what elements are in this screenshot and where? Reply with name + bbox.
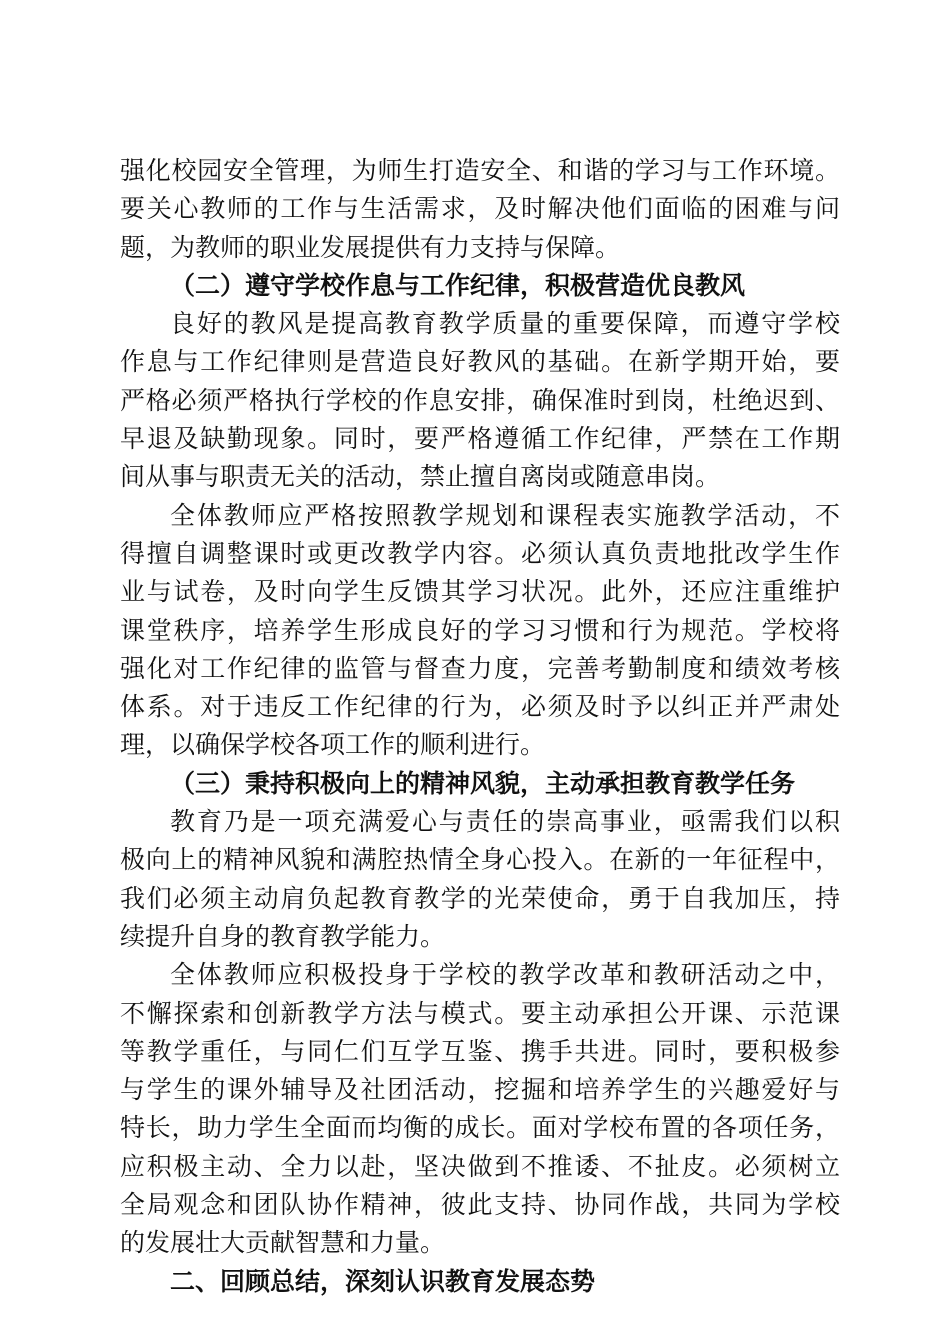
text-line: 作息与工作纪律则是营造良好教风的基础。在新学期开始，要 — [120, 347, 840, 377]
text-line: 特长，助力学生全面而均衡的成长。面对学校布置的各项任务， — [120, 1113, 840, 1143]
text-line: 题，为教师的职业发展提供有力支持与保障。 — [120, 232, 621, 262]
text-line: 全局观念和团队协作精神，彼此支持、协同作战，共同为学校 — [120, 1190, 840, 1220]
paragraph — [120, 803, 840, 956]
paragraph — [120, 956, 840, 1262]
text-line: 续提升自身的教育教学能力。 — [120, 921, 446, 951]
section-subheading — [120, 267, 840, 305]
text-line: 体系。对于违反工作纪律的行为，必须及时予以纠正并严肃处 — [120, 692, 840, 722]
text-line: 严格必须严格执行学校的作息安排，确保准时到岗，杜绝迟到、 — [120, 385, 840, 415]
text-line: 我们必须主动肩负起教育教学的光荣使命，勇于自我加压，持 — [120, 883, 840, 913]
text-line: （三）秉持积极向上的精神风貌，主动承担教育教学任务 — [170, 768, 796, 798]
paragraph — [120, 305, 840, 496]
text-line: 理，以确保学校各项工作的顺利进行。 — [120, 730, 546, 760]
text-line: 全体教师应积极投身于学校的教学改革和教研活动之中， — [170, 960, 840, 990]
text-line: 早退及缺勤现象。同时，要严格遵循工作纪律，严禁在工作期 — [120, 424, 840, 454]
text-line: 的发展壮大贡献智慧和力量。 — [120, 1228, 446, 1258]
text-line: 教育乃是一项充满爱心与责任的崇高事业，亟需我们以积 — [170, 807, 840, 837]
text-line: 良好的教风是提高教育教学质量的重要保障，而遵守学校 — [170, 309, 840, 339]
text-line: 业与试卷，及时向学生反馈其学习状况。此外，还应注重维护 — [120, 577, 840, 607]
text-line: 二、回顾总结，深刻认识教育发展态势 — [170, 1266, 596, 1296]
section-heading — [120, 1263, 840, 1301]
section-subheading — [120, 765, 840, 803]
text-line: 得擅自调整课时或更改教学内容。必须认真负责地批改学生作 — [120, 538, 840, 568]
text-line: 与学生的课外辅导及社团活动，挖掘和培养学生的兴趣爱好与 — [120, 1075, 840, 1105]
text-line: 不懈探索和创新教学方法与模式。要主动承担公开课、示范课 — [120, 998, 840, 1028]
text-line: 应积极主动、全力以赴，坚决做到不推诿、不扯皮。必须树立 — [120, 1151, 840, 1181]
document-body — [120, 152, 840, 1301]
text-line: 要关心教师的工作与生活需求，及时解决他们面临的困难与问 — [120, 194, 840, 224]
paragraph — [120, 152, 840, 267]
text-line: 全体教师应严格按照教学规划和课程表实施教学活动，不 — [170, 500, 840, 530]
text-line: 课堂秩序，培养学生形成良好的学习习惯和行为规范。学校将 — [120, 615, 840, 645]
text-line: 间从事与职责无关的活动，禁止擅自离岗或随意串岗。 — [120, 462, 721, 492]
text-line: 强化对工作纪律的监管与督查力度，完善考勤制度和绩效考核 — [120, 653, 840, 683]
text-line: 极向上的精神风貌和满腔热情全身心投入。在新的一年征程中， — [120, 845, 840, 875]
text-line: （二）遵守学校作息与工作纪律，积极营造优良教风 — [170, 270, 746, 300]
text-line: 强化校园安全管理，为师生打造安全、和谐的学习与工作环境。 — [120, 156, 840, 185]
paragraph — [120, 497, 840, 765]
text-line: 等教学重任，与同仁们互学互鉴、携手共进。同时，要积极参 — [120, 1036, 840, 1066]
